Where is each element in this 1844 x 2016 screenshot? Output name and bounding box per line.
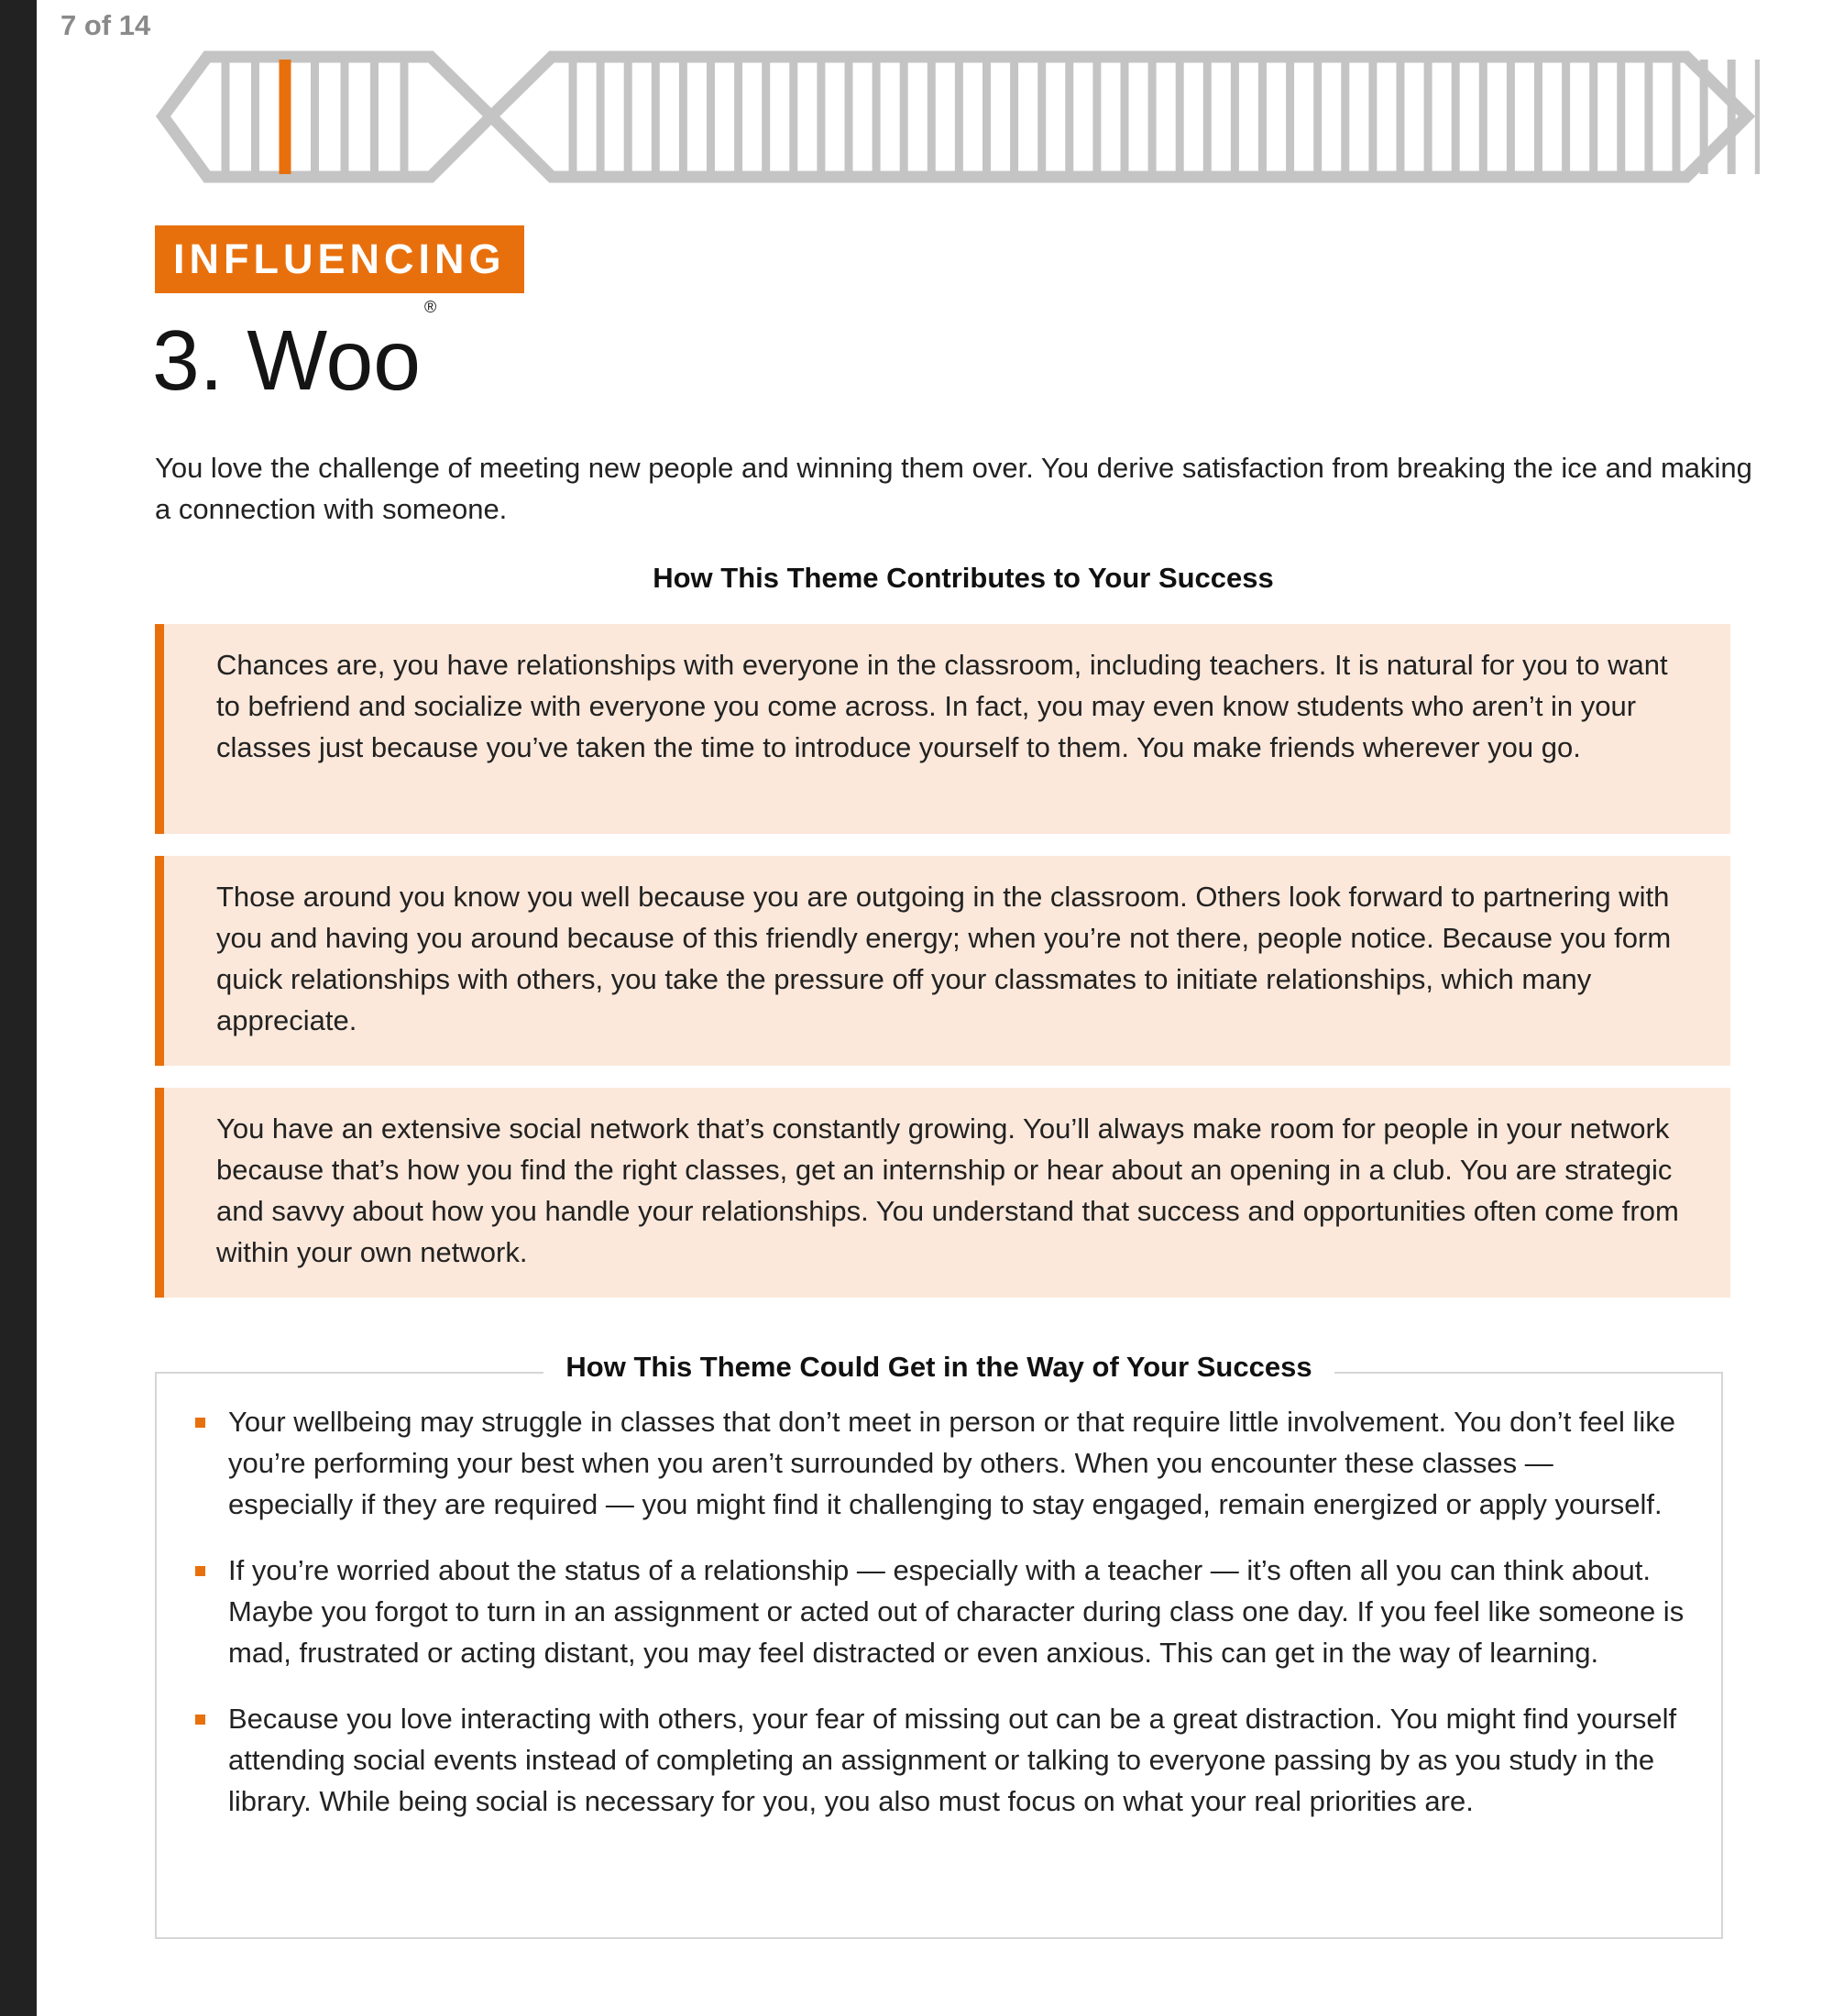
contribution-item: Those around you know you well because you are outgoing in the classroom. Others look forward to partnering with you and having you around because of this friendly energy; when you’re not there, people notice. Because you form quick relationships with others, you take the pressure off your classmates to initiate relationships, which many appreciate. (155, 856, 1730, 1066)
contributions-heading: How This Theme Contributes to Your Success (653, 562, 1274, 594)
list-item (195, 1401, 1685, 1525)
list-item (195, 1550, 1685, 1673)
list-item (195, 1698, 1685, 1822)
dna-left-segment (163, 57, 491, 177)
barrier-text: Your wellbeing may struggle in classes that don’t meet in person or that require little involvement. You don’t feel like you’re performing your best when you aren’t surrounded by others. When you encounter these classes — especially if they are required — you might find it challenging to stay engaged, remain energized or apply yourself. (228, 1406, 1676, 1520)
report-page (37, 0, 1844, 2016)
contribution-item: Chances are, you have relationships with everyone in the classroom, including teachers. It is natural for you to want to befriend and socialize with everyone you come across. In fact, you may even know students who aren’t in your classes just because you’ve taken the time to introduce yourself to them. You make friends wherever you go. (155, 624, 1730, 834)
square-bullet-icon (195, 1418, 205, 1428)
contribution-item: You have an extensive social network that’s constantly growing. You’ll always make room for people in your network because that’s how you find the right classes, get an internship or hear about an opening in a club. You are strategic and savvy about how you handle your relationships. You understand that success and opportunities often come from within your own network. (155, 1088, 1730, 1298)
registered-mark: ® (423, 298, 437, 316)
barriers-heading-text: How This Theme Could Get in the Way of Your Success (543, 1351, 1334, 1383)
barrier-text: If you’re worried about the status of a relationship — especially with a teacher — it’s often all you can think about. Maybe you forgot to turn in an assignment or acted out of character during class one day. If you feel like someone is mad, frustrated or acting distant, you may feel distracted or even anxious. This can get in the way of learning. (228, 1554, 1685, 1669)
theme-title (152, 298, 437, 411)
barriers-list (195, 1401, 1685, 1846)
barriers-box (155, 1351, 1723, 1939)
square-bullet-icon (195, 1715, 205, 1725)
theme-description: You love the challenge of meeting new people and winning them over. You derive satisfaction from breaking the ice and making a connection with someone. (155, 452, 1752, 525)
barriers-heading (157, 1351, 1721, 1384)
square-bullet-icon (195, 1566, 205, 1576)
dna-strand-graphic (156, 50, 1760, 183)
category-badge: INFLUENCING (155, 225, 524, 293)
barrier-text: Because you love interacting with others, your fear of missing out can be a great distraction. You might find yourself attending social events instead of completing an assignment or talking to everyone passing by as you study in the library. While being social is necessary for you, you also must focus on what your real priorities are. (228, 1703, 1677, 1817)
theme-title-text: 3. Woo (152, 312, 421, 408)
page-counter: 7 of 14 (60, 9, 151, 41)
